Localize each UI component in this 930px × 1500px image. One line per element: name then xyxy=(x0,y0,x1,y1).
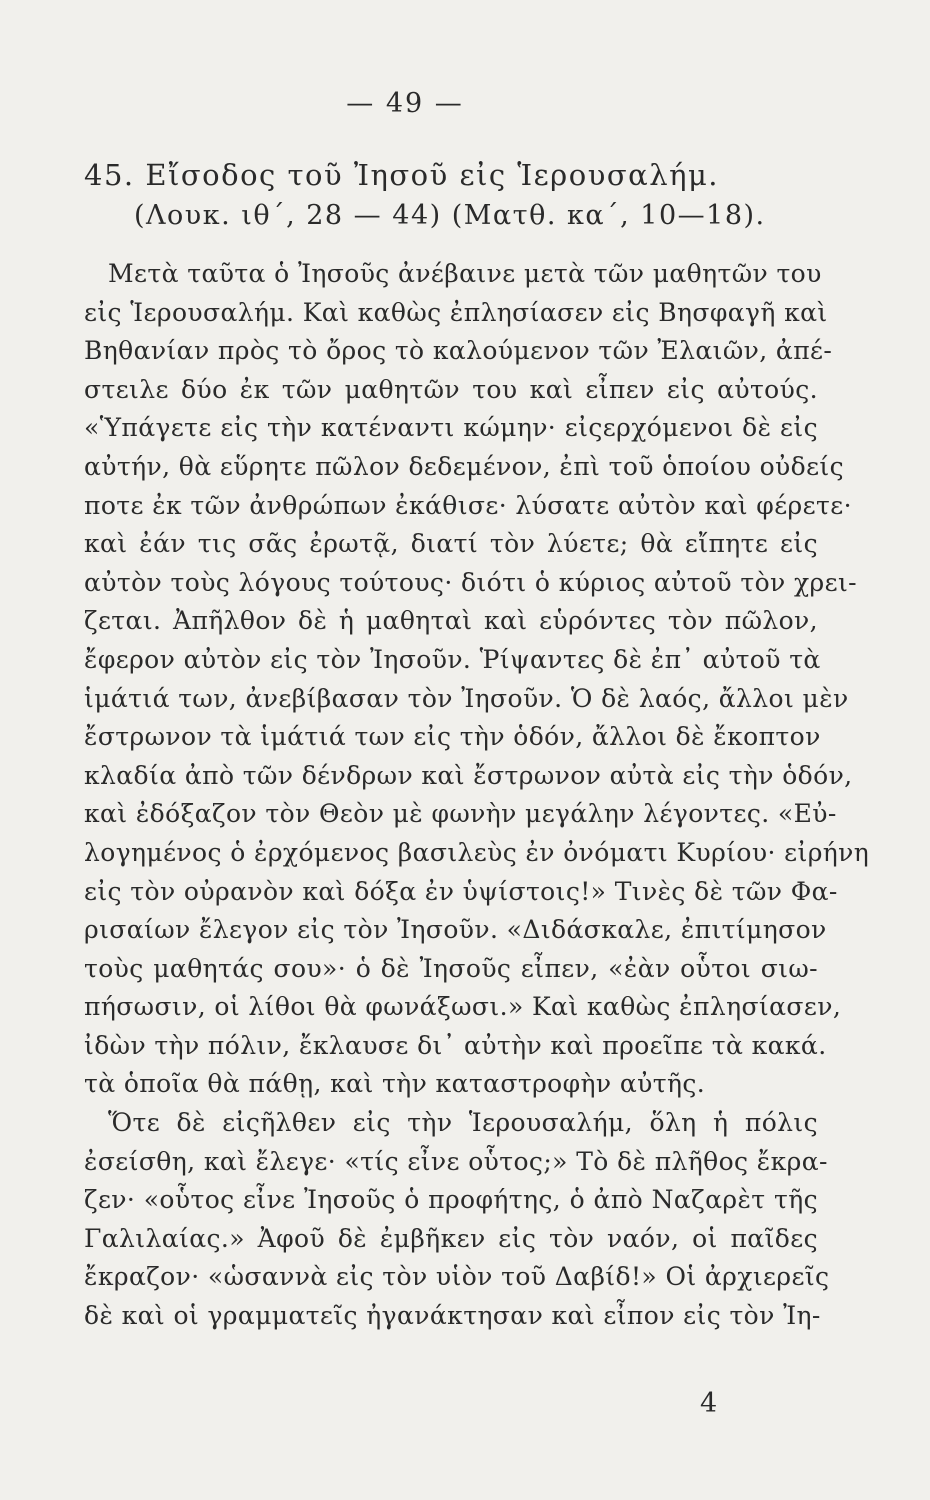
text-line: ζεν· «οὗτος εἶνε Ἰησοῦς ὁ προφήτης, ὁ ἀπὸ Ναζαρὲτ τῆς xyxy=(84,1185,818,1215)
text-line: «Ὑπάγετε εἰς τὴν κατέναντι κώμην· εἰςερχόμενοι δὲ εἰς xyxy=(84,413,818,443)
text-line: ἐσείσθη, καὶ ἔλεγε· «τίς εἶνε οὗτος;» Τὸ δὲ πλῆθος ἔκρα- xyxy=(84,1146,828,1176)
text-line: εἰς Ἱερουσαλήμ. Καὶ καθὼς ἐπλησίασεν εἰς Βησφαγῆ καὶ xyxy=(84,297,828,327)
text-line: Γαλιλαίας.» Ἀφοῦ δὲ ἐμβῆκεν εἰς τὸν ναόν, οἱ παῖδες xyxy=(84,1223,818,1253)
text-line: εἰς τὸν οὐρανὸν καὶ δόξα ἐν ὑψίστοις!» Τινὲς δὲ τῶν Φα- xyxy=(84,876,838,906)
page-number: — 49 — xyxy=(346,88,464,119)
text-line: ἰδὼν τὴν πόλιν, ἔκλαυσε δι᾽ αὐτὴν καὶ προεῖπε τὰ κακά. xyxy=(84,1030,827,1060)
text-line: Μετὰ ταῦτα ὁ Ἰησοῦς ἀνέβαινε μετὰ τῶν μαθητῶν του xyxy=(108,259,822,288)
text-line: τὰ ὁποῖα θὰ πάθῃ, καὶ τὴν καταστροφὴν αὐτῆς. xyxy=(84,1069,706,1099)
text-line: ἔκραζον· «ὡσαννὰ εἰς τὸν υἱὸν τοῦ Δαβίδ!» Οἱ ἀρχιερεῖς xyxy=(84,1262,830,1292)
text-line: ποτε ἐκ τῶν ἀνθρώπων ἐκάθισε· λύσατε αὐτὸν καὶ φέρετε· xyxy=(84,490,852,520)
text-line: ἔστρωνον τὰ ἱμάτιά των εἰς τὴν ὁδόν, ἄλλοι δὲ ἔκοπτον xyxy=(84,722,821,752)
text-line: δὲ καὶ οἱ γραμματεῖς ἠγανάκτησαν καὶ εἶπον εἰς τὸν Ἰη- xyxy=(84,1301,821,1331)
text-line: στειλε δύο ἐκ τῶν μαθητῶν του καὶ εἶπεν εἰς αὐτούς. xyxy=(84,374,818,404)
signature-mark: 4 xyxy=(700,1388,718,1419)
text-line: ρισαίων ἔλεγον εἰς τὸν Ἰησοῦν. «Διδάσκαλε, ἐπιτίμησον xyxy=(84,915,827,945)
text-line: κλαδία ἀπὸ τῶν δένδρων καὶ ἔστρωνον αὐτὰ εἰς τὴν ὁδόν, xyxy=(84,760,853,790)
text-line: Βηθανίαν πρὸς τὸ ὄρος τὸ καλούμενον τῶν Ἐλαιῶν, ἀπέ- xyxy=(84,336,833,366)
section-references: (Λουκ. ιθ΄, 28 — 44) (Ματθ. κα΄, 10—18). xyxy=(134,200,766,231)
text-line: καὶ ἐάν τις σᾶς ἐρωτᾷ, διατί τὸν λύετε; θὰ εἴπητε εἰς xyxy=(84,529,818,559)
text-line: αὐτήν, θὰ εὕρητε πῶλον δεδεμένον, ἐπὶ τοῦ ὁποίου οὐδείς xyxy=(84,451,845,481)
text-line: αὐτὸν τοὺς λόγους τούτους· διότι ὁ κύριος αὐτοῦ τὸν χρει- xyxy=(84,567,858,597)
text-line: ἱμάτιά των, ἀνεβίβασαν τὸν Ἰησοῦν. Ὁ δὲ λαός, ἄλλοι μὲν xyxy=(84,683,849,713)
text-line: πήσωσιν, οἱ λίθοι θὰ φωνάξωσι.» Καὶ καθὼς ἐπλησίασεν, xyxy=(84,992,842,1022)
text-line: λογημένος ὁ ἐρχόμενος βασιλεὺς ἐν ὀνόματι Κυρίου· εἰρήνη xyxy=(84,837,870,867)
text-line: Ὅτε δὲ εἰςῆλθεν εἰς τὴν Ἱερουσαλήμ, ὅλη ἡ πόλις xyxy=(108,1108,818,1138)
text-line: καὶ ἐδόξαζον τὸν Θεὸν μὲ φωνὴν μεγάλην λέγοντες. «Εὐ- xyxy=(84,799,837,829)
section-title: 45. Εἴσοδος τοῦ Ἰησοῦ εἰς Ἱερουσαλήμ. xyxy=(84,158,720,192)
text-line: ζεται. Ἀπῆλθον δὲ ἡ μαθηταὶ καὶ εὑρόντες τὸν πῶλον, xyxy=(84,606,818,636)
body-text xyxy=(84,255,870,1336)
text-line: ἔφερον αὐτὸν εἰς τὸν Ἰησοῦν. Ῥίψαντες δὲ ἐπ᾽ αὐτοῦ τὰ xyxy=(84,644,821,674)
text-line: τοὺς μαθητάς σου»· ὁ δὲ Ἰησοῦς εἶπεν, «ἐὰν οὗτοι σιω- xyxy=(84,953,818,983)
